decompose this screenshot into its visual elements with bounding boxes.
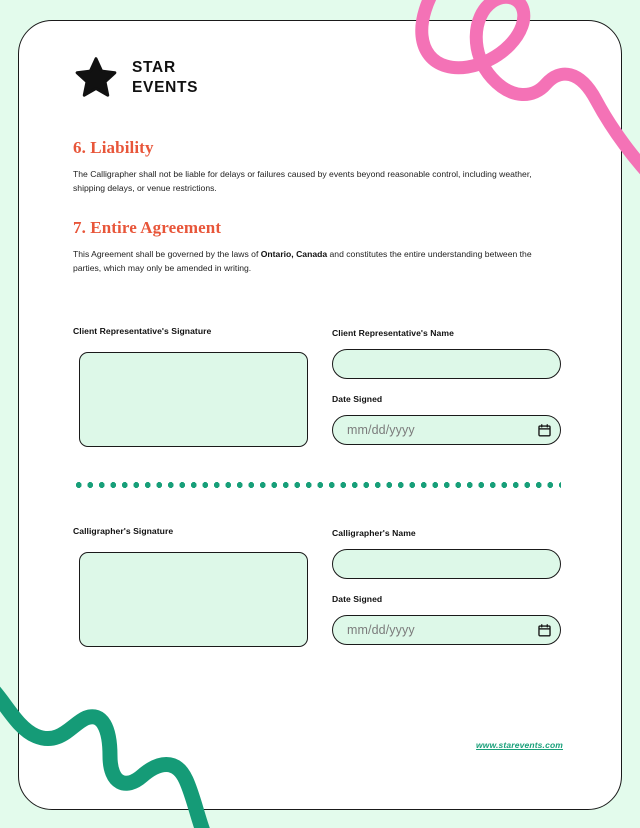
- calendar-icon[interactable]: [538, 424, 551, 437]
- client-date-signed-input[interactable]: [332, 415, 561, 445]
- label-client-date-signed: Date Signed: [332, 394, 383, 404]
- paragraph-text-after: and constitutes the entire understanding between the parties, which may only be amended in writing.: [73, 249, 532, 273]
- section-body-liability: [73, 168, 551, 196]
- brand-name-line1: STAR: [132, 58, 176, 76]
- label-client-signature: Client Representative's Signature: [73, 326, 212, 336]
- label-calligrapher-date-signed: Date Signed: [332, 594, 383, 604]
- calligrapher-name-input[interactable]: [332, 549, 561, 579]
- section-heading-entire-agreement: 7. Entire Agreement: [73, 218, 222, 237]
- label-calligrapher-name: Calligrapher's Name: [332, 528, 416, 538]
- paragraph-text-emphasis: Ontario, Canada: [260, 249, 328, 259]
- paragraph-text-before: This Agreement shall be governed by the laws of: [73, 249, 261, 259]
- client-date-placeholder: mm/dd/yyyy: [347, 423, 415, 437]
- document-page: [18, 20, 622, 810]
- client-signature-pad[interactable]: [79, 352, 308, 447]
- brand-name: [132, 58, 198, 99]
- calligrapher-date-signed-input[interactable]: [332, 615, 561, 645]
- calligrapher-signature-pad[interactable]: [79, 552, 308, 647]
- calendar-icon[interactable]: [538, 624, 551, 637]
- label-client-name: Client Representative's Name: [332, 328, 454, 338]
- section-body-entire-agreement: [73, 248, 551, 276]
- client-name-input[interactable]: [332, 349, 561, 379]
- star-icon: [75, 57, 117, 99]
- calligrapher-date-placeholder: mm/dd/yyyy: [347, 623, 415, 637]
- paragraph-text: The Calligrapher shall not be liable for delays or failures caused by events beyond reasonable control, including weather, shipping delays, or venue restrictions.: [73, 169, 532, 193]
- label-calligrapher-signature: Calligrapher's Signature: [73, 526, 174, 536]
- section-divider: [73, 482, 561, 488]
- brand-name-line2: EVENTS: [132, 79, 199, 96]
- brand-header: [75, 57, 198, 99]
- section-heading-liability: 6. Liability: [73, 138, 154, 157]
- footer-website-link[interactable]: www.starevents.com: [476, 740, 563, 750]
